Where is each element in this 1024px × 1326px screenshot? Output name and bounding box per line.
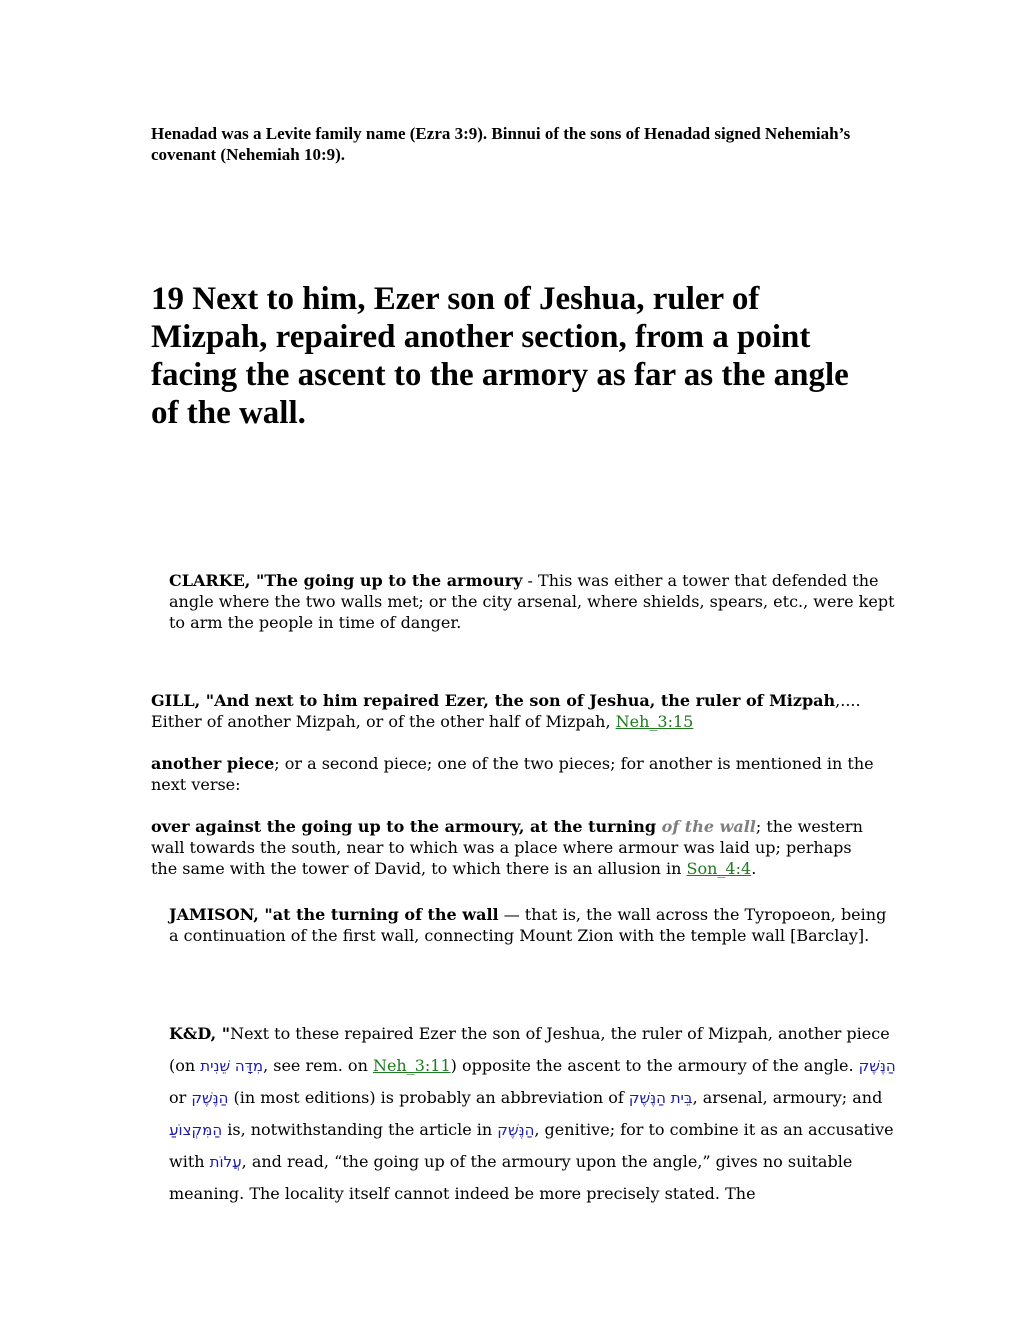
gill-commentary-p3 [151,816,881,879]
gill-text-3-end: . [751,859,757,878]
kd-text-4: or [169,1088,192,1107]
clarke-label: CLARKE, "The going up to the armoury [169,571,523,590]
verse-heading: 19 Next to him, Ezer son of Jeshua, ruler of Mizpah, repaired another section, from a point facing the ascent to the armory as far as the angle of the wall. [151,281,849,431]
kd-hebrew-2: הַנֶּשֶׁק [858,1057,896,1075]
kd-hebrew-3: הַנֶּשֶׁק [191,1089,229,1107]
gill-text-2: ; or a second piece; one of the two pieces; for another is mentioned in the next verse: [151,754,874,794]
kd-hebrew-1: מִדָּה שֵׁנִית [200,1057,264,1075]
gill-commentary-p1 [151,690,881,732]
gill-phrase-3: over against the going up to the armoury, at the turning [151,817,662,836]
kd-text-1: Next to these repaired Ezer the son of Jeshua, the ruler of Mizpah, another piece (on [169,1024,890,1075]
kd-link-neh-3-11[interactable]: Neh_3:11 [372,1056,451,1075]
kd-text-7: is, notwithstanding the article in [222,1120,498,1139]
kd-hebrew-6: הַנֶּשֶׁק [497,1121,535,1139]
gill-link-neh-3-15[interactable]: Neh_3:15 [615,712,694,731]
gill-text-1: ,.... Either of another Mizpah, or of the other half of Mizpah, [151,691,861,731]
gill-italic-phrase: of the wall [661,817,756,836]
gill-text-3: ; the western wall towards the south, near to which was a place where armour was laid up; perhaps the same with the tower of David, to which there is an allusion in [151,817,863,878]
kd-text-6: , arsenal, armoury; and [692,1088,883,1107]
kd-text-8: , genitive; for to combine it as an accusative with [169,1120,894,1171]
kd-commentary [151,1018,899,1210]
gill-commentary-p2 [151,753,881,795]
clarke-text: - This was either a tower that defended the angle where the two walls met; or the city arsenal, where shields, spears, etc., were kept to arm the people in time of danger. [169,571,895,632]
kd-hebrew-4: בֵּית הַנֶּשֶׁק [628,1089,693,1107]
kd-hebrew-7: עֲלוֹת [209,1153,242,1171]
kd-text-3: ) opposite the ascent to the armoury of the angle. [450,1056,859,1075]
kd-hebrew-5: הַמִּקְצוֹעַ [169,1121,223,1139]
gill-phrase-2: another piece [151,754,275,773]
kd-label: K&D, " [169,1024,231,1043]
clarke-commentary [151,570,899,633]
intro-paragraph: Henadad was a Levite family name (Ezra 3:9). Binnui of the sons of Henadad signed Nehemiah’s covenant (Nehemiah 10:9). [151,124,851,164]
jamison-text: — that is, the wall across the Tyropoeon, being a continuation of the first wall, connecting Mount Zion with the temple wall [Barclay]. [169,905,887,945]
gill-label: GILL, "And next to him repaired Ezer, the son of Jeshua, the ruler of Mizpah [151,691,836,710]
kd-text-5: (in most editions) is probably an abbreviation of [228,1088,629,1107]
kd-text-2: , see rem. on [263,1056,373,1075]
jamison-commentary [151,904,899,946]
gill-link-son-4-4[interactable]: Son_4:4 [686,859,752,878]
kd-text-9: , and read, “the going up of the armoury upon the angle,” gives no suitable meaning. The locality itself cannot indeed be more precisely stated. The [169,1152,853,1203]
jamison-label: JAMISON, "at the turning of the wall [169,905,499,924]
